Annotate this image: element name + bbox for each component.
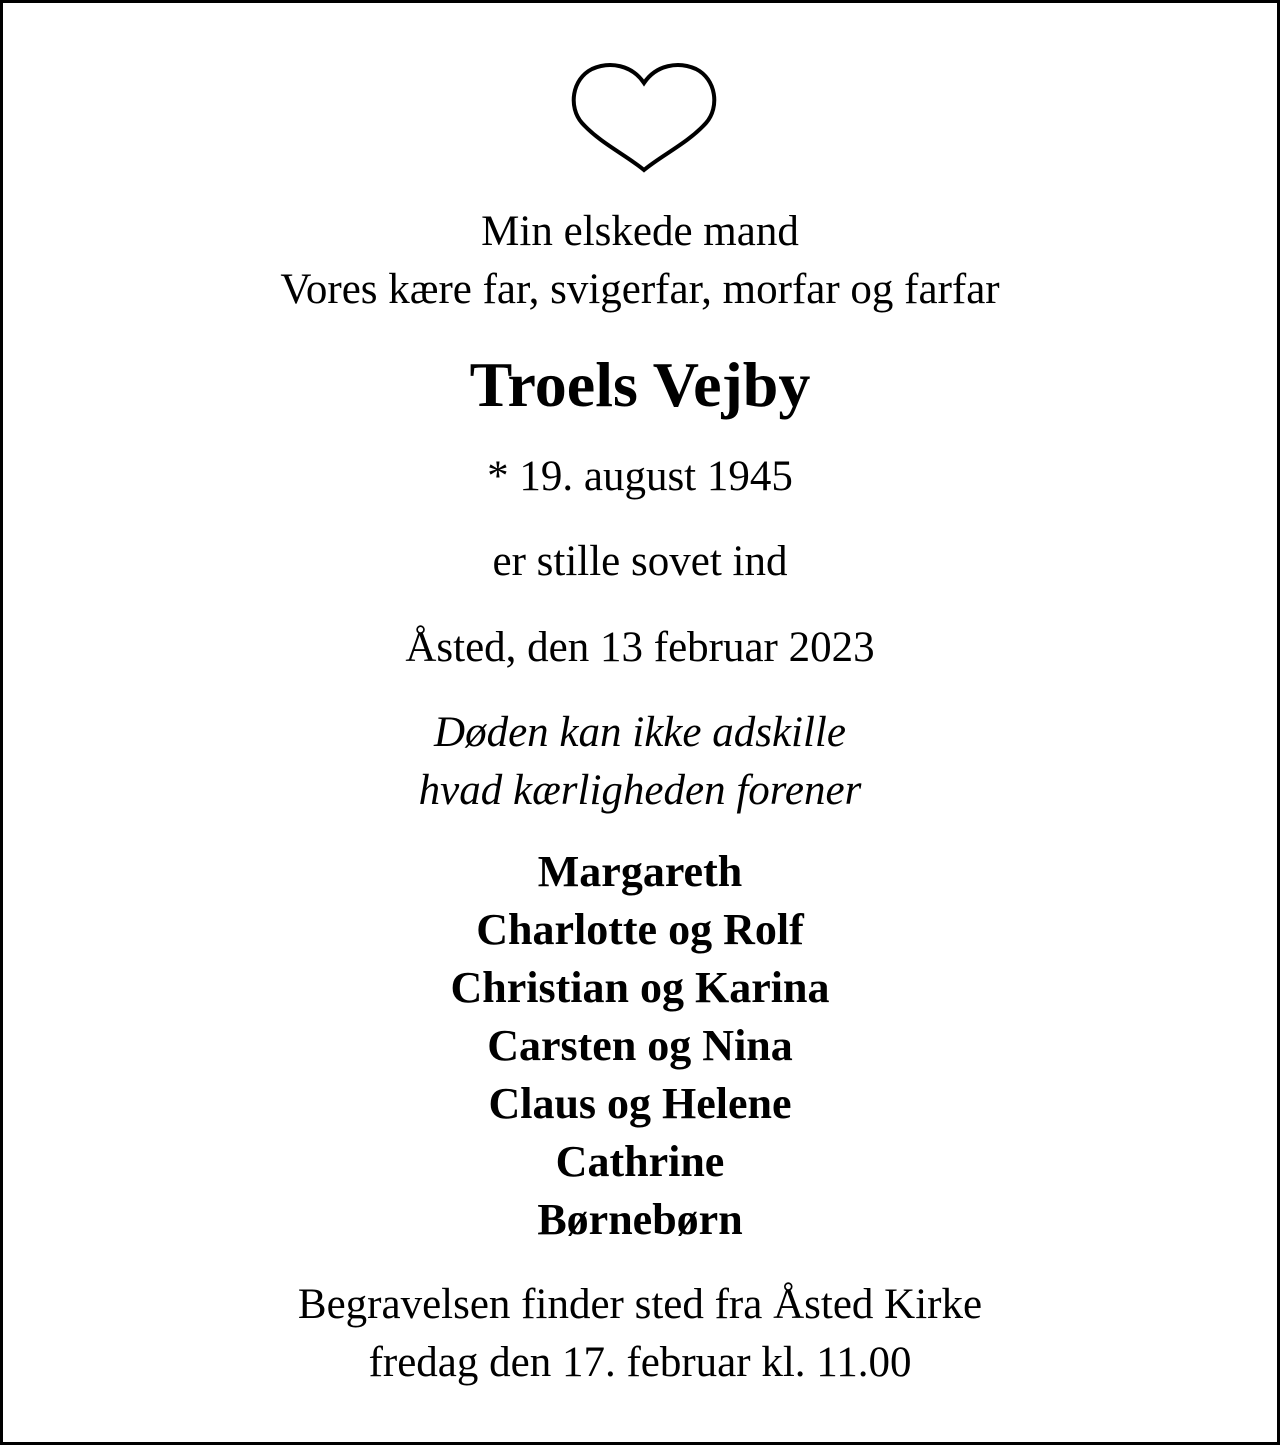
mourner: Margareth — [537, 847, 743, 896]
mourner: Claus og Helene — [488, 1079, 792, 1128]
place-date: Åsted, den 13 februar 2023 — [405, 624, 875, 671]
mourner: Christian og Karina — [450, 963, 830, 1012]
intro-line-2: Vores kære far, svigerfar, morfar og farfar — [280, 266, 1000, 313]
quote-line-2: hvad kærligheden forener — [418, 767, 862, 814]
funeral-line-2: fredag den 17. februar kl. 11.00 — [368, 1339, 912, 1386]
funeral-line-1: Begravelsen finder sted fra Åsted Kirke — [297, 1281, 983, 1328]
quote-line-1: Døden kan ikke adskille — [434, 709, 846, 756]
passed-text: er stille sovet ind — [492, 538, 788, 585]
mourner: Cathrine — [555, 1137, 725, 1186]
birth-date: * 19. august 1945 — [487, 453, 793, 500]
heart-icon — [570, 63, 718, 173]
mourner: Børnebørn — [537, 1195, 743, 1244]
mourner: Carsten og Nina — [487, 1021, 793, 1070]
deceased-name: Troels Vejby — [469, 349, 811, 420]
intro-line-1: Min elskede mand — [481, 208, 799, 255]
mourner: Charlotte og Rolf — [476, 905, 804, 954]
